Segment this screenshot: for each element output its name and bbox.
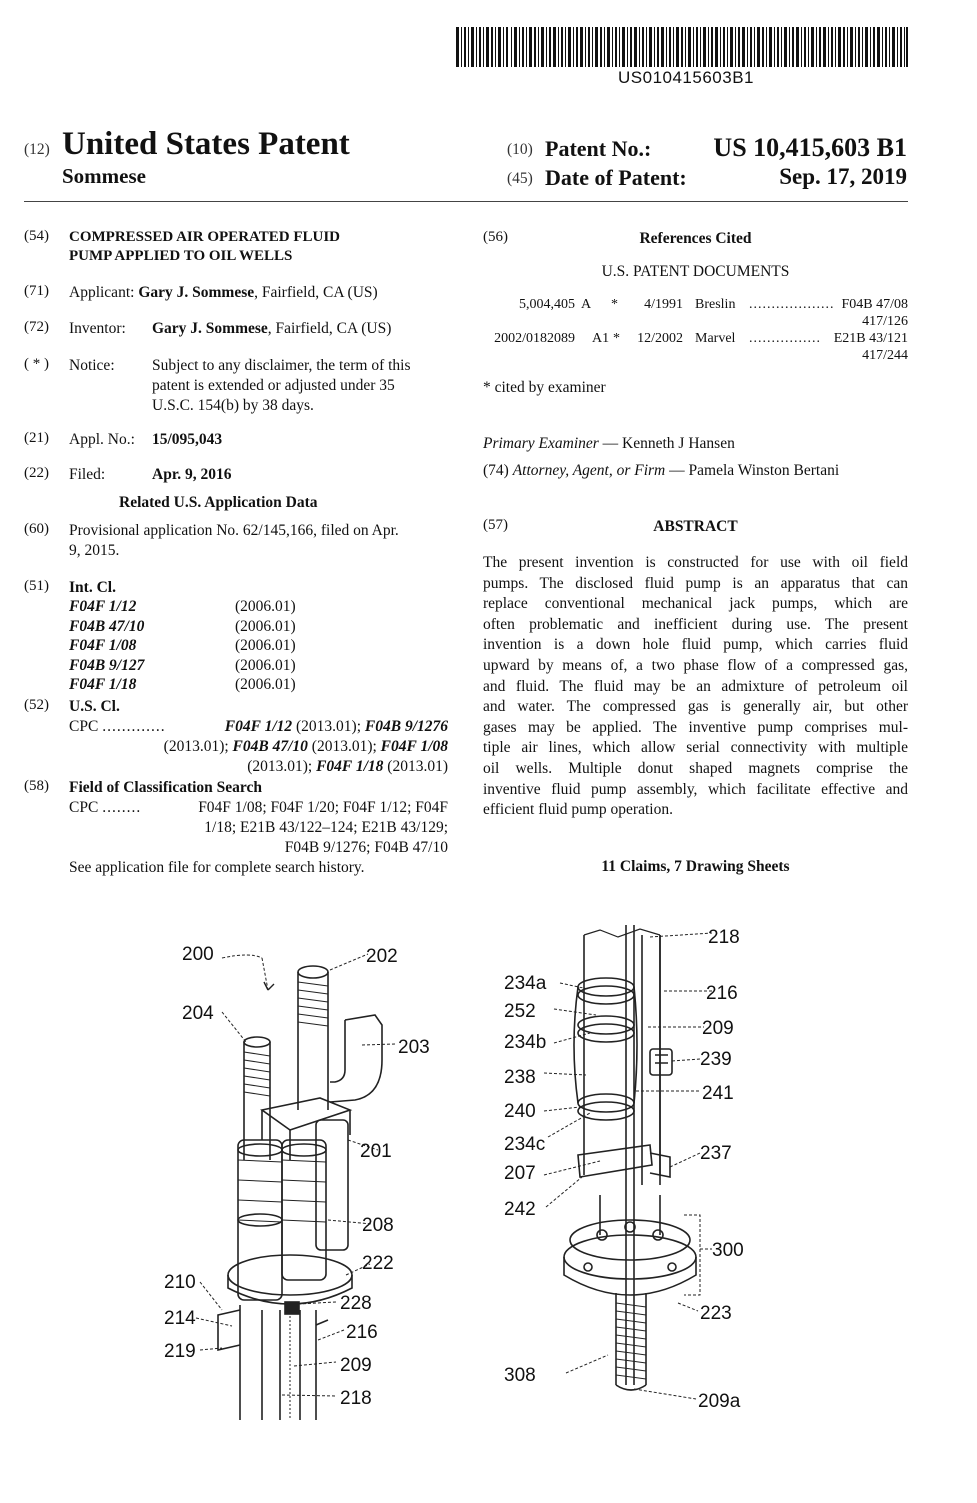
fig-label-234a: 234a [504, 973, 547, 994]
ref-date: 12/2002 [637, 331, 683, 346]
code-52: (52) [24, 697, 49, 713]
code-45: (45) [507, 170, 533, 187]
ref-star: * [611, 297, 618, 312]
ref-number: 5,004,405 [519, 297, 575, 312]
field-search-cpc-label: CPC [69, 799, 99, 816]
applicant-label: Applicant: [69, 284, 135, 301]
fig-label-200: 200 [182, 944, 214, 965]
reference-row: 2002/0182089 A1 * 12/2002 Marvel ................ E21B 43/121 [494, 331, 908, 346]
fig-label-228: 228 [340, 1293, 372, 1314]
us-cl-line3 [110, 757, 448, 777]
us-cl-date: (2013.01); [247, 758, 317, 775]
int-cl-list [69, 597, 296, 695]
attorney-code: (74) [483, 462, 509, 479]
cited-by-examiner: * cited by examiner [483, 379, 606, 396]
fig-label-218: 218 [340, 1388, 372, 1409]
abstract-line: tiple air lines, which allow serial connectivity with multiple [483, 739, 908, 757]
fig-label-308: 308 [504, 1365, 536, 1386]
date-label: Date of Patent: [545, 165, 687, 190]
us-cl-date: (2013.01); [292, 718, 365, 735]
ref-class: E21B 43/121 [833, 331, 908, 346]
us-cl-label: U.S. Cl. [69, 698, 120, 715]
fig-label-222: 222 [362, 1253, 394, 1274]
fig-label-208: 208 [362, 1215, 394, 1236]
fig-label-252: 252 [504, 1001, 536, 1022]
fig-label-218: 218 [708, 927, 740, 948]
fig-label-202: 202 [366, 946, 398, 967]
code-60: (60) [24, 521, 49, 537]
code-12: (12) [24, 141, 50, 158]
ref-kind: A1 [592, 331, 610, 346]
int-cl-class: F04B 9/127 [69, 656, 145, 674]
int-cl-label: Int. Cl. [69, 579, 116, 596]
us-cl-class: F04B 9/1276 [364, 718, 448, 735]
abstract-line: gases may be applied. The inventive pump comprises mul- [483, 718, 908, 736]
patent-date: Sep. 17, 2019 [779, 164, 907, 189]
attorney [483, 461, 839, 481]
code-notice: ( * ) [24, 356, 49, 372]
abstract-line: and fluid. The fluid may be an admixture of petroleum oil [483, 677, 908, 695]
us-cl-date: (2013.01); [163, 738, 233, 755]
header-divider [24, 201, 908, 202]
notice-line3: U.S.C. 154(b) by 38 days. [152, 397, 314, 414]
fig-label-234b: 234b [504, 1032, 547, 1053]
attorney-label: Attorney, Agent, or Firm [512, 462, 666, 479]
int-cl-class: F04F 1/12 [69, 598, 137, 615]
fig-label-216: 216 [346, 1322, 378, 1343]
int-cl-date: (2006.01) [235, 637, 296, 654]
fig-label-203: 203 [398, 1037, 430, 1058]
abstract-line: The present invention is constructed for use with oil field [483, 554, 908, 571]
invention-title-line1: COMPRESSED AIR OPERATED FLUID [69, 229, 341, 245]
code-72: (72) [24, 319, 49, 335]
filed-date: Apr. 9, 2016 [152, 466, 232, 483]
fig-label-238: 238 [504, 1067, 536, 1088]
ref-star: * [613, 331, 620, 346]
code-54: (54) [24, 228, 49, 244]
ref-class: F04B 47/08 [841, 297, 908, 312]
int-cl-class: F04F 1/18 [69, 676, 137, 693]
fig-label-209a: 209a [698, 1391, 741, 1412]
fig-label-201: 201 [360, 1141, 392, 1162]
us-cl-class: F04B 47/10 [232, 738, 308, 755]
us-cl-cpc-label: CPC [69, 718, 99, 735]
fig-label-207: 207 [504, 1163, 536, 1184]
abstract-line: upward by means of, a two phase flow of a compressed gas, [483, 656, 908, 674]
barcode-number: US010415603B1 [618, 68, 755, 87]
int-cl-date: (2006.01) [235, 656, 296, 674]
filed-label: Filed: [69, 466, 106, 483]
inventor-label: Inventor: [69, 320, 126, 337]
field-search-note: See application file for complete search history. [69, 859, 365, 876]
abstract-body [483, 553, 908, 821]
fig-label-234c: 234c [504, 1134, 546, 1155]
notice-line1: Subject to any disclaimer, the term of this [152, 357, 411, 374]
abstract-line: oil wells. Multiple donut shaped magnets comprise the [483, 759, 908, 777]
abstract-heading: ABSTRACT [653, 518, 738, 535]
int-cl-row [69, 597, 296, 617]
reference-subclass-row [483, 313, 908, 330]
inventor-surname: Sommese [62, 164, 146, 188]
us-cl-date: (2013.01); [307, 738, 381, 755]
notice-line2: patent is extended or adjusted under 35 [152, 377, 395, 394]
applicant-name: Gary J. Sommese [138, 284, 255, 301]
us-cl-line1 [186, 717, 448, 737]
fig-label-209: 209 [340, 1355, 372, 1376]
appl-no-label: Appl. No.: [69, 431, 135, 448]
code-71: (71) [24, 283, 49, 299]
primary-examiner [483, 434, 735, 454]
field-search-cpc: CPC ........ [69, 799, 142, 816]
invention-title [69, 228, 340, 266]
us-cl-line2 [110, 737, 448, 757]
abstract-line: efficient fluid pump operation. [483, 801, 673, 819]
abstract-line: pumps. The disclosed fluid pump is an apparatus that can [483, 574, 908, 592]
appl-no: 15/095,043 [152, 431, 223, 448]
fig-label-240: 240 [504, 1101, 536, 1122]
abstract-line: inventive fluid pump assembly, which facilitate effective and [483, 780, 908, 798]
abstract-line: and water. The compressed gas is generally air, but other [483, 698, 908, 716]
references-heading: References Cited [639, 230, 752, 247]
int-cl-row [69, 636, 296, 656]
invention-title-line2: PUMP APPLIED TO OIL WELLS [69, 248, 293, 264]
code-22: (22) [24, 465, 49, 481]
us-cl-date: (2013.01) [383, 758, 448, 775]
field-search-line2: 1/18; E21B 43/122–124; E21B 43/129; [204, 819, 448, 836]
patent-no-label: Patent No.: [545, 136, 652, 161]
code-58: (58) [24, 778, 49, 794]
patent-number: US 10,415,603 B1 [713, 133, 907, 162]
related-data-heading: Related U.S. Application Data [119, 494, 318, 511]
int-cl-date: (2006.01) [235, 598, 296, 615]
notice-text [152, 356, 448, 416]
ref-number: 2002/0182089 [494, 331, 575, 346]
fig-label-219: 219 [164, 1341, 196, 1362]
barcode-graphic [456, 27, 908, 67]
fig-label-223: 223 [700, 1303, 732, 1324]
fig-label-209: 209 [702, 1018, 734, 1039]
fig-label-242: 242 [504, 1199, 536, 1220]
notice-label: Notice: [69, 357, 115, 374]
patent-title: United States Patent [62, 126, 350, 162]
provisional-text [69, 521, 448, 561]
applicant [69, 283, 378, 303]
abstract-line: replace conventional mechanical jack pumps, which are [483, 595, 908, 613]
barcode [456, 27, 908, 67]
code-56: (56) [483, 229, 508, 245]
fig-label-204: 204 [182, 1003, 214, 1024]
reference-row: 5,004,405 A * 4/1991 Breslin ................... F04B 47/08 [519, 297, 908, 312]
provisional-line2: 9, 2015. [69, 542, 120, 559]
references-table [483, 296, 908, 364]
code-21: (21) [24, 430, 49, 446]
ref-subclass: 417/126 [862, 314, 908, 329]
attorney-name: — Pamela Winston Bertani [665, 462, 840, 479]
us-cl-class: F04F 1/18 [316, 758, 384, 775]
field-search-label: Field of Classification Search [69, 779, 263, 796]
inventor-location: , Fairfield, CA (US) [267, 320, 392, 337]
patent-documents-heading: U.S. PATENT DOCUMENTS [601, 263, 790, 280]
examiner-label: Primary Examiner [483, 435, 599, 452]
abstract-line: invention is a down hole fluid pump, which carries fluid [483, 636, 908, 654]
fig-label-210: 210 [164, 1272, 196, 1293]
figure-left [150, 930, 450, 1420]
us-cl-class: F04F 1/12 [224, 718, 293, 735]
field-search-line1: F04F 1/08; F04F 1/20; F04F 1/12; F04F [198, 799, 448, 816]
provisional-line1: Provisional application No. 62/145,166, filed on Apr. [69, 522, 399, 539]
int-cl-class: F04F 1/08 [69, 637, 137, 654]
ref-date: 4/1991 [644, 297, 683, 312]
int-cl-date: (2006.01) [235, 617, 296, 635]
code-51: (51) [24, 578, 49, 594]
field-search-line3: F04B 9/1276; F04B 47/10 [284, 839, 448, 856]
code-10: (10) [507, 141, 533, 158]
reference-subclass-row [483, 347, 908, 364]
figure-right [500, 915, 780, 1425]
int-cl-class: F04B 47/10 [69, 617, 145, 635]
fig-label-300: 300 [712, 1240, 744, 1261]
int-cl-date: (2006.01) [235, 676, 296, 693]
int-cl-row [69, 617, 296, 637]
claims-summary: 11 Claims, 7 Drawing Sheets [601, 858, 790, 875]
us-cl-cpc: CPC ............. [69, 718, 166, 735]
int-cl-row [69, 675, 296, 695]
abstract-line: often problematic and inefficient during use. The present [483, 615, 908, 633]
examiner-name: — Kenneth J Hansen [598, 435, 735, 452]
ref-name: Breslin [695, 297, 736, 312]
inventor [152, 319, 391, 339]
applicant-location: , Fairfield, CA (US) [254, 284, 378, 301]
fig-label-237: 237 [700, 1143, 732, 1164]
fig-label-239: 239 [700, 1049, 732, 1070]
ref-kind: A [581, 297, 592, 312]
fig-label-216: 216 [706, 983, 738, 1004]
int-cl-row [69, 656, 296, 676]
fig-label-241: 241 [702, 1083, 734, 1104]
us-cl-class: F04F 1/08 [380, 738, 448, 755]
code-57: (57) [483, 517, 508, 533]
ref-name: Marvel [695, 331, 736, 346]
ref-subclass: 417/244 [862, 348, 908, 363]
inventor-name: Gary J. Sommese [152, 320, 268, 337]
fig-label-214: 214 [164, 1308, 196, 1329]
